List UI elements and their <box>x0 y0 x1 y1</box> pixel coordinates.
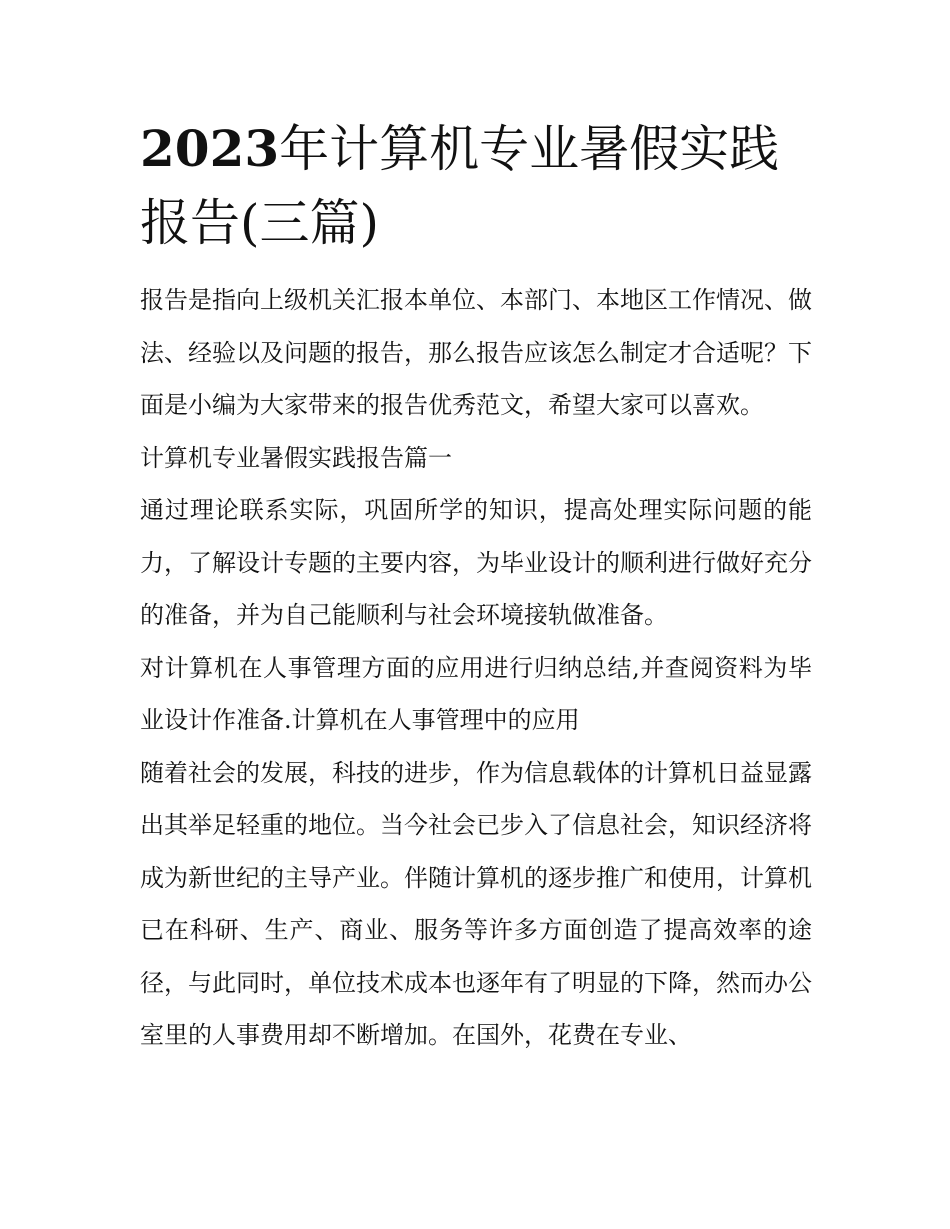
document-title <box>140 112 812 260</box>
title-text: 年计算机专业暑假实践报告(三篇) <box>140 120 780 252</box>
intro-paragraph: 报告是指向上级机关汇报本单位、本部门、本地区工作情况、做法、经验以及问题的报告，那么报告应该怎么制定才合适呢？下面是小编为大家带来的报告优秀范文，希望大家可以喜欢。 <box>140 286 812 419</box>
body-paragraph: 对计算机在人事管理方面的应用进行归纳总结,并查阅资料为毕业设计作准备.计算机在人事管理中的应用 <box>140 653 812 734</box>
body-paragraph: 通过理论联系实际，巩固所学的知识，提高处理实际问题的能力，了解设计专题的主要内容，为毕业设计的顺利进行做好充分的准备，并为自己能顺利与社会环境接轨做准备。 <box>140 496 812 629</box>
body-paragraph: 随着社会的发展，科技的进步，作为信息载体的计算机日益显露出其举足轻重的地位。当今社会已步入了信息社会，知识经济将成为新世纪的主导产业。伴随计算机的逐步推广和使用，计算机已在科研、生产、商业、服务等许多方面创造了提高效率的途径，与此同时，单位技术成本也逐年有了明显的下降，然而办公室里的人事费用却不断增加。在国外，花费在专业、 <box>140 758 812 1049</box>
title-year: 2023 <box>140 119 280 178</box>
document-content <box>140 112 812 1062</box>
section-heading: 计算机专业暑假实践报告篇一 <box>140 443 452 472</box>
